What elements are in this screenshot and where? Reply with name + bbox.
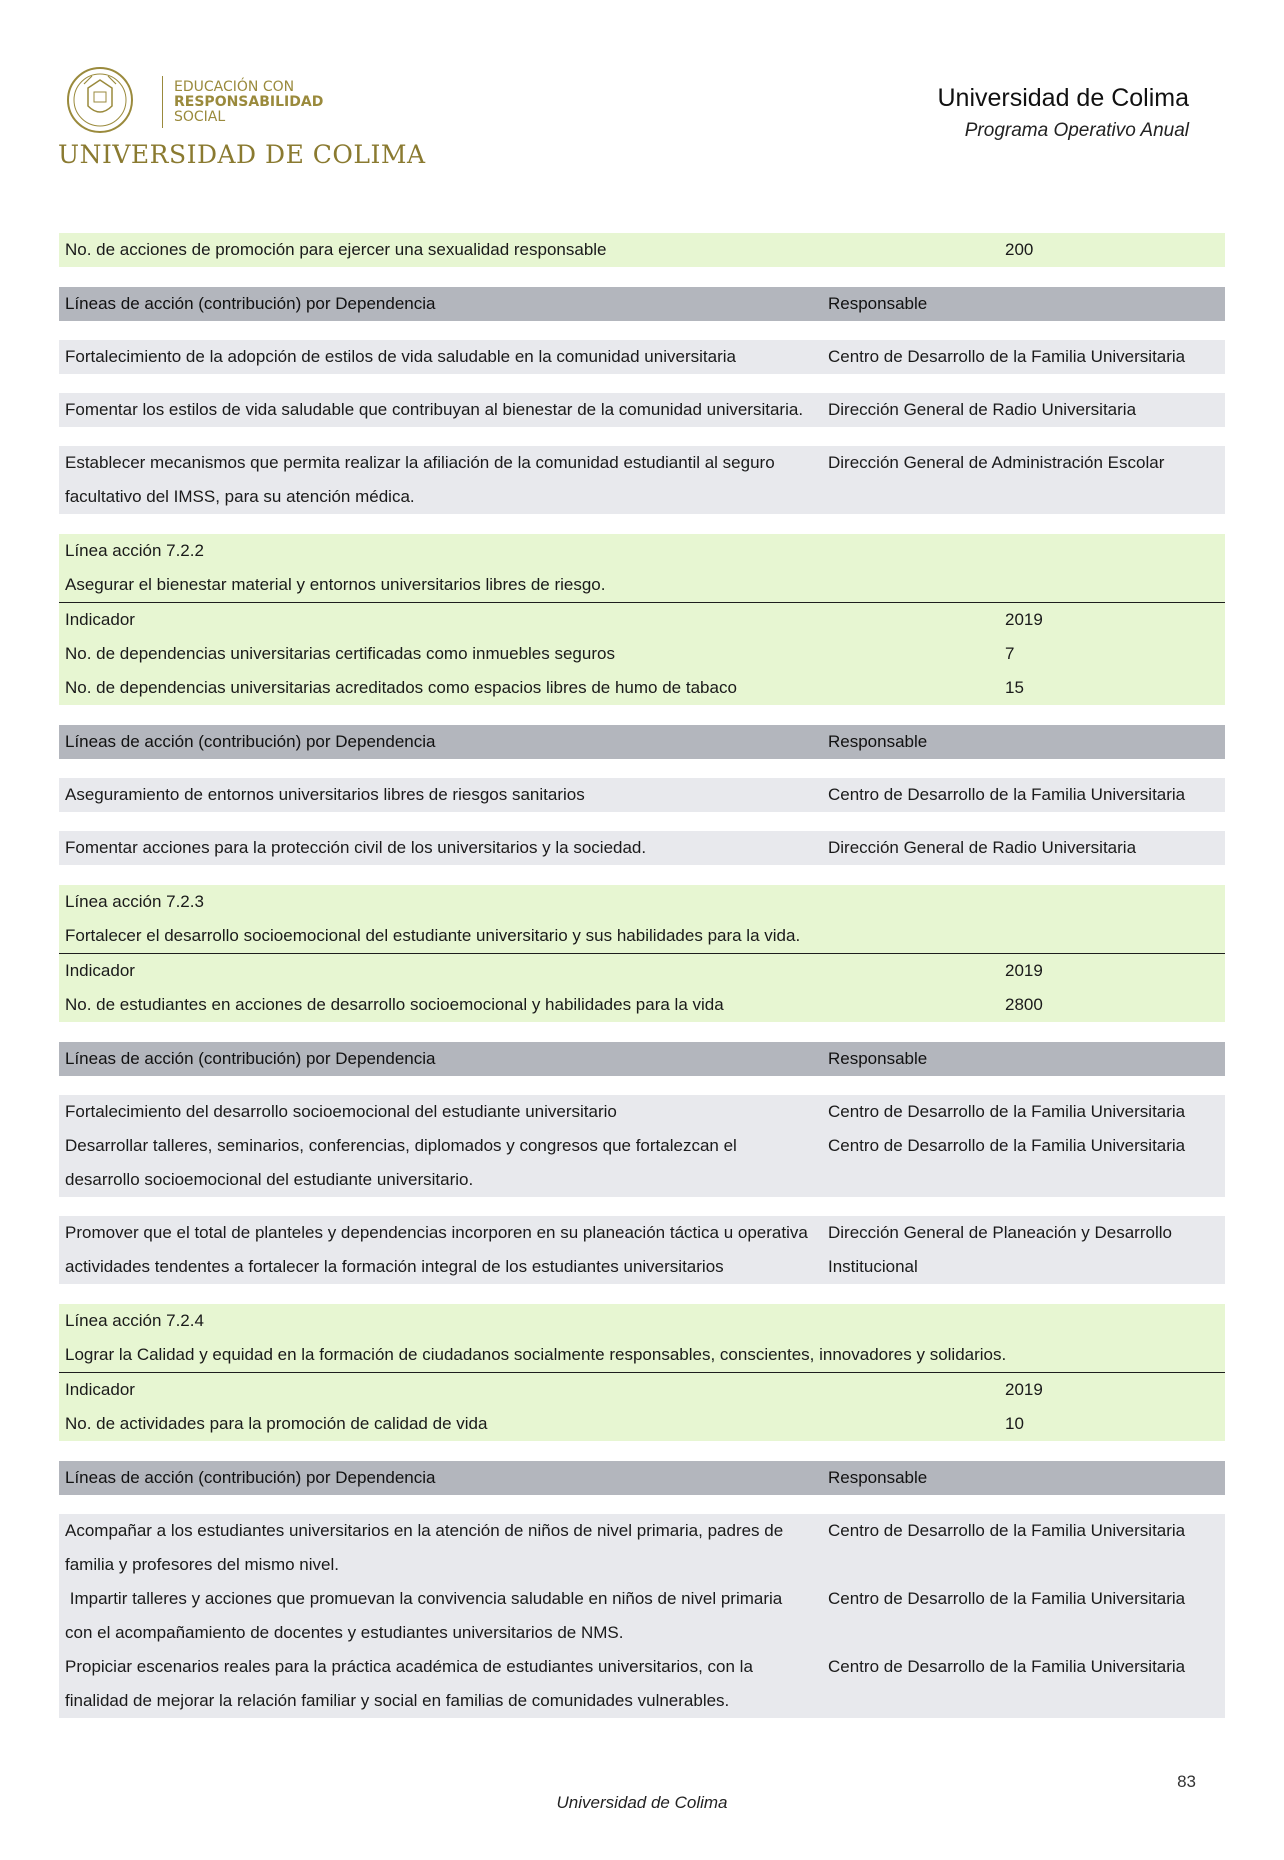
action-text: Fortalecimiento del desarrollo socioemocional del estudiante universitario	[65, 1102, 617, 1121]
action-text: Promover que el total de planteles y dependencias incorporen en su planeación táctica u operativa actividades tendentes a fortalecer la formación integral de los estudiantes universitarios	[65, 1223, 808, 1276]
action-text: Acompañar a los estudiantes universitarios en la atención de niños de nivel primaria, padres de familia y profesores del mismo nivel.	[65, 1521, 784, 1574]
logo-slogan-line-2: RESPONSABILIDAD	[174, 94, 324, 110]
action-responsable: Centro de Desarrollo de la Familia Universitaria	[828, 785, 1186, 804]
section-header-label: Líneas de acción (contribución) por Dependencia	[65, 1468, 436, 1487]
indicator-value: 10	[1005, 1414, 1024, 1433]
header-subtitle: Programa Operativo Anual	[964, 120, 1189, 141]
indicator-header-year: 2019	[1005, 1380, 1043, 1399]
indicator-row	[59, 988, 1225, 1022]
action-row	[59, 1514, 1225, 1582]
section-header-responsable: Responsable	[828, 732, 928, 751]
action-row	[59, 1582, 1225, 1650]
action-group	[59, 1095, 1225, 1197]
indicator-value: 15	[1005, 678, 1024, 697]
linea-desc-row	[59, 1338, 1225, 1372]
linea-description: Lograr la Calidad y equidad en la formación de ciudadanos socialmente responsables, conscientes, innovadores y solidarios.	[65, 1345, 1007, 1364]
page-header	[0, 0, 1284, 200]
indicator-value: 7	[1005, 644, 1015, 663]
indicator-header-year: 2019	[1005, 610, 1043, 629]
university-logo	[58, 66, 426, 174]
indicator-label: No. de actividades para la promoción de calidad de vida	[65, 1414, 488, 1433]
linea-description: Fortalecer el desarrollo socioemocional del estudiante universitario y sus habilidades para la vida.	[65, 926, 801, 945]
indicator-label: No. de dependencias universitarias certificadas como inmuebles seguros	[65, 644, 615, 663]
action-text: Fortalecimiento de la adopción de estilos de vida saludable en la comunidad universitaria	[65, 347, 736, 366]
section-header	[59, 1042, 1225, 1076]
indicator-header-row	[59, 954, 1225, 988]
section-header-responsable: Responsable	[828, 294, 928, 313]
logo-slogan-line-3: SOCIAL	[174, 109, 226, 125]
linea-desc-row	[59, 919, 1225, 953]
action-responsable: Centro de Desarrollo de la Familia Universitaria	[828, 1657, 1186, 1676]
action-row	[59, 1216, 1225, 1284]
action-row	[59, 778, 1225, 812]
action-responsable: Centro de Desarrollo de la Familia Universitaria	[828, 1136, 1186, 1155]
action-responsable: Centro de Desarrollo de la Familia Universitaria	[828, 1102, 1186, 1121]
indicator-value: 200	[1005, 240, 1034, 259]
indicator-header-row	[59, 1373, 1225, 1407]
indicator-header-label: Indicador	[65, 961, 135, 980]
indicator-row	[59, 233, 1225, 267]
section-header-label: Líneas de acción (contribución) por Dependencia	[65, 1049, 436, 1068]
indicator-value: 2800	[1005, 995, 1043, 1014]
university-crest-icon	[66, 66, 160, 134]
document-body	[59, 233, 1225, 1718]
action-row	[59, 1650, 1225, 1718]
linea-title-row	[59, 885, 1225, 919]
section-header-label: Líneas de acción (contribución) por Dependencia	[65, 732, 436, 751]
section-header	[59, 287, 1225, 321]
page-number: 83	[1177, 1772, 1196, 1791]
action-responsable: Centro de Desarrollo de la Familia Universitaria	[828, 347, 1186, 366]
linea-title: Línea acción 7.2.2	[65, 541, 204, 560]
action-text: Desarrollar talleres, seminarios, conferencias, diplomados y congresos que fortalezcan el desarrollo socioemocional del estudiante universitario.	[65, 1136, 737, 1189]
indicator-header-row	[59, 603, 1225, 637]
header-title: Universidad de Colima	[937, 84, 1189, 112]
indicator-header-label: Indicador	[65, 610, 135, 629]
section-header	[59, 1461, 1225, 1495]
action-text: Fomentar acciones para la protección civil de los universitarios y la sociedad.	[65, 838, 647, 857]
section-header-responsable: Responsable	[828, 1468, 928, 1487]
linea-accion-block	[59, 534, 1225, 705]
action-text: Establecer mecanismos que permita realizar la afiliación de la comunidad estudiantil al seguro facultativo del IMSS, para su atención médica.	[65, 453, 775, 506]
linea-title: Línea acción 7.2.3	[65, 892, 204, 911]
action-responsable: Dirección General de Radio Universitaria	[828, 838, 1137, 857]
linea-title-row	[59, 534, 1225, 568]
logo-divider	[162, 76, 163, 128]
action-row	[59, 1095, 1225, 1129]
linea-description: Asegurar el bienestar material y entornos universitarios libres de riesgo.	[65, 575, 606, 594]
action-group	[59, 1514, 1225, 1718]
action-responsable: Centro de Desarrollo de la Familia Universitaria	[828, 1521, 1186, 1540]
linea-accion-block	[59, 885, 1225, 1022]
section-header	[59, 725, 1225, 759]
section-header-responsable: Responsable	[828, 1049, 928, 1068]
action-responsable: Dirección General de Administración Escolar	[828, 453, 1165, 472]
linea-title-row	[59, 1304, 1225, 1338]
section-header-label: Líneas de acción (contribución) por Dependencia	[65, 294, 436, 313]
action-text: Aseguramiento de entornos universitarios libres de riesgos sanitarios	[65, 785, 585, 804]
logo-wordmark: UNIVERSIDAD DE COLIMA	[58, 140, 426, 169]
action-text: Fomentar los estilos de vida saludable que contribuyan al bienestar de la comunidad universitaria.	[65, 400, 804, 419]
indicator-label: No. de acciones de promoción para ejercer una sexualidad responsable	[65, 240, 607, 259]
action-responsable: Dirección General de Planeación y Desarrollo Institucional	[828, 1223, 1172, 1276]
action-row	[59, 446, 1225, 514]
indicator-row	[59, 671, 1225, 705]
page-footer: Universidad de Colima	[556, 1793, 728, 1812]
action-text: Propiciar escenarios reales para la práctica académica de estudiantes universitarios, con la finalidad de mejorar la relación familiar y social en familias de comunidades vulnerables.	[65, 1657, 753, 1710]
indicator-label: No. de dependencias universitarias acreditados como espacios libres de humo de tabaco	[65, 678, 737, 697]
linea-accion-block	[59, 1304, 1225, 1441]
indicator-label: No. de estudiantes en acciones de desarrollo socioemocional y habilidades para la vida	[65, 995, 724, 1014]
action-responsable: Dirección General de Radio Universitaria	[828, 400, 1137, 419]
action-row	[59, 1129, 1225, 1197]
logo-slogan-line-1: EDUCACIÓN CON	[174, 79, 295, 95]
action-responsable: Centro de Desarrollo de la Familia Universitaria	[828, 1589, 1186, 1608]
action-row	[59, 831, 1225, 865]
indicator-row	[59, 637, 1225, 671]
action-row	[59, 393, 1225, 427]
action-group	[59, 1216, 1225, 1284]
indicator-header-year: 2019	[1005, 961, 1043, 980]
action-row	[59, 340, 1225, 374]
linea-title: Línea acción 7.2.4	[65, 1311, 204, 1330]
logo-slogan	[174, 80, 323, 125]
action-text: Impartir talleres y acciones que promuevan la convivencia saludable en niños de nivel primaria con el acompañamiento de docentes y estudiantes universitarios de NMS.	[65, 1589, 787, 1642]
indicator-row	[59, 1407, 1225, 1441]
indicator-header-label: Indicador	[65, 1380, 135, 1399]
linea-desc-row	[59, 568, 1225, 602]
